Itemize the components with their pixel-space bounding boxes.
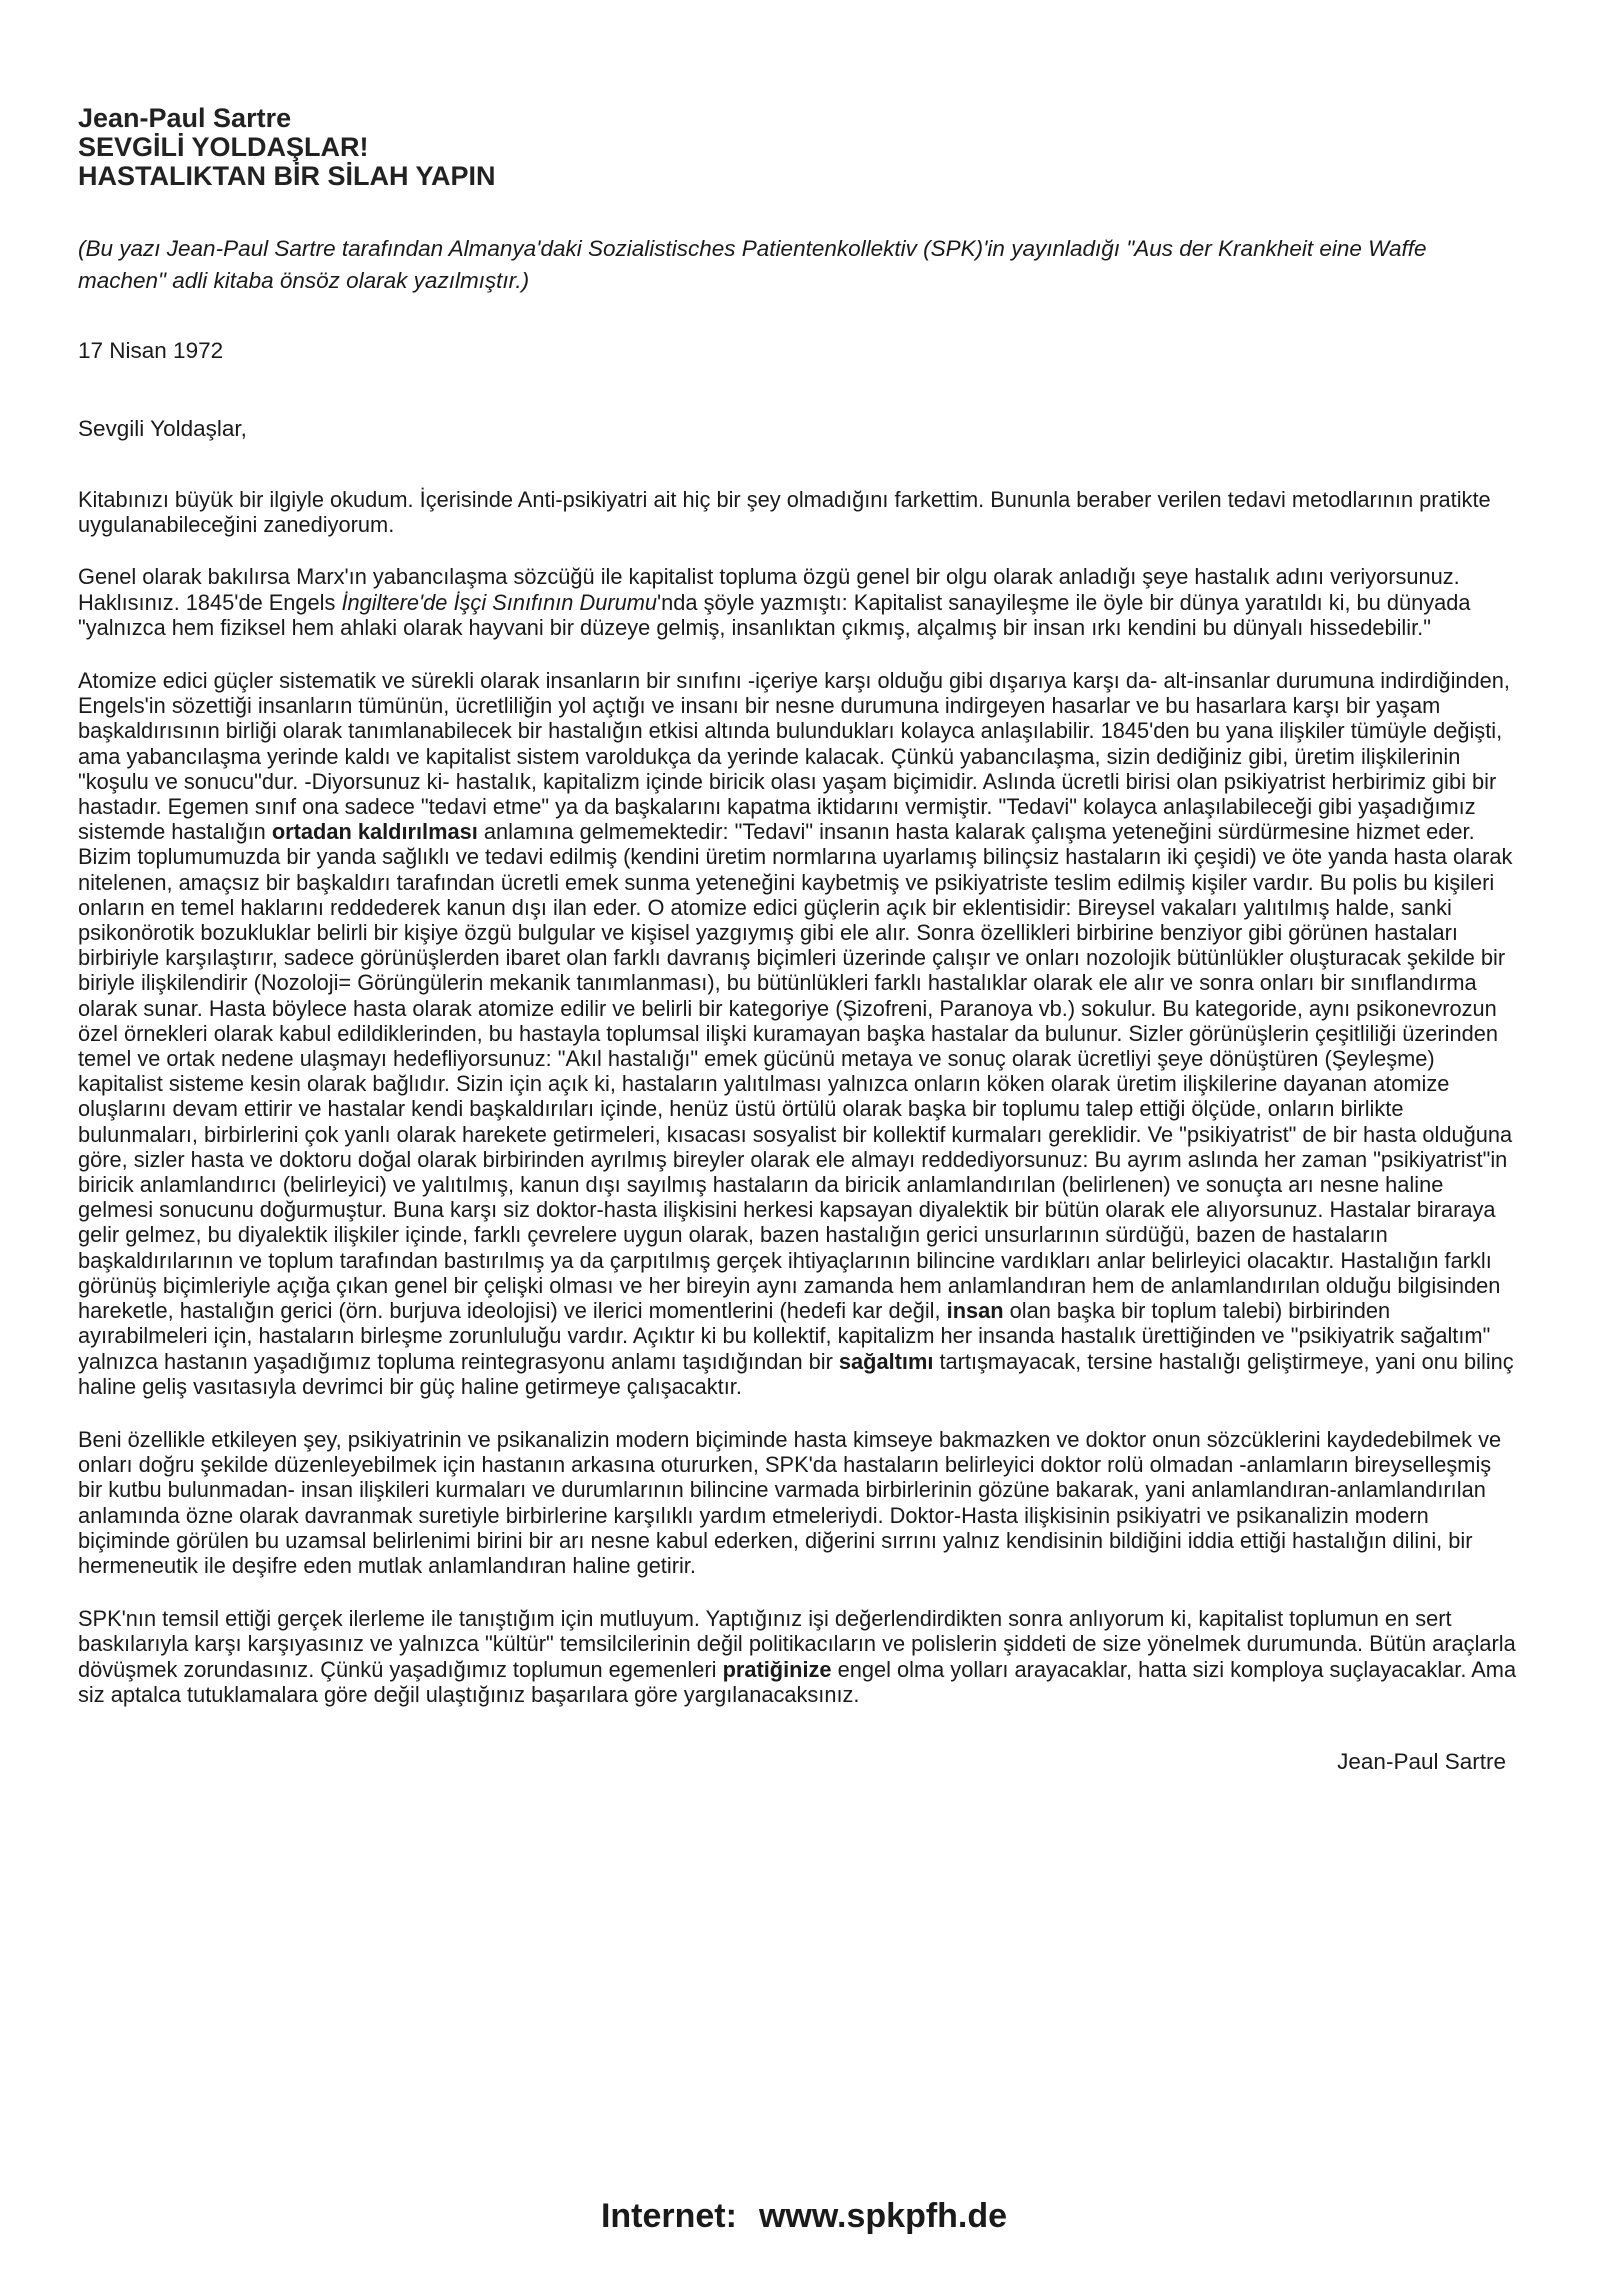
paragraph-3-text-c: olan başka bir toplum talebi) birbirinden ayırabilmeleri için, hastaların birleşme zorunluluğu vardır. Açıktır ki bu kollektif, kapitalizm her insanda hastalık ürettiğinden ve "psikiyatrik sağaltım" yalnızca hastanın yaşadığımız topluma reintegrasyonu anlamı taşıdığından bir [78, 1298, 1491, 1374]
footer [0, 2196, 1608, 2236]
book-title-italic: İngiltere'de İşçi Sınıfının Durumu [341, 589, 657, 615]
greeting-line: Sevgili Yoldaşlar, [78, 416, 247, 441]
paragraph-5-text-b: engel olma yolları arayacaklar, hatta sizi komploya suçlayacaklar. Ama siz aptalca tutuklamalara göre değil ulaştığınız başarılara göre yargılanacaksınız. [78, 1656, 1517, 1707]
paragraph-3-text-b: anlamına gelmemektedir: "Tedavi" insanın hasta kalarak çalışma yeteneğini sürdürmesine hizmet eder. Bizim toplumumuzda bir yanda sağlıklı ve tedavi edilmiş (kendini üretim normlarına uyarlamış bilinçsiz hastaların iki çeşidi) ve öte yanda hasta olarak nitelenen, amaçsız bir başkaldırı tarafından ücretli emek sunma yeteneğini kaybetmiş ve psikiyatriste teslim edilmiş kişiler vardır. Bu polis bu kişileri onların en temel haklarını reddederek kanun dışı ilan eder. O atomize edici güçlerin açık bir eklentisidir: Bireysel vakaları yalıtılmış halde, sanki psikonörotik bozukluklar belirli bir kişiye özgü bulgular ve kişisel yazgıymış gibi ele alır. Sonra özellikleri birbirine benziyor gibi görünen hastaları birbiriyle karşılaştırır, sadece görünüşlerden ibaret olan farklı davranış biçimleri üzerinde çalışır ve onları nozolojik bütünlükler oluşturacak şekilde bir biriyle ilişkilendirir (Nozoloji= Görüngülerin mekanik tanımlanması), bu bütünlükleri farklı hastalıklar olarak ele alır ve sonra onları bir sınıflandırma olarak sunar. Hasta böylece hasta olarak atomize edilir ve belirli bir kategoriye (Şizofreni, Paranoya vb.) sokulur. Bu kategoride, aynı psikonevrozun özel örnekleri olarak kabul edildiklerinden, bu hastayla toplumsal ilişki kuramayan başka hastalar da bulunur. Sizler görünüşlerin çeşitliliği üzerinden temel ve ortak nedene ulaşmayı hedefliyorsunuz: "Akıl hastalığı" emek gücünü metaya ve sonuç olarak ücretliyi şeye dönüştüren (Şeyleşme) kapitalist sisteme kesin olarak bağlıdır. Sizin için açık ki, hastaların yalıtılması yalnızca onların köken olarak üretim ilişkilerine dayanan atomize oluşlarını devam ettirir ve hastalar kendi başkaldırıları içinde, henüz üstü örtülü olarak başka bir toplumu talep ettiği ölçüde, onların birlikte bulunmaları, birbirlerini çok yanlı olarak harekete getirmeleri, kısacası sosyalist bir kollektif kurmaları gereklidir. Ve "psikiyatrist" de bir hasta olduğuna göre, sizler hasta ve doktoru doğal olarak birbirinden ayrılmış bireyler olarak ele almayı reddediyorsunuz: Bu ayrım aslında her zaman "psikiyatrist"in biricik anlamlandırıcı (belirleyici) ve yalıtılmış, kanun dışı sayılmış hastaların da biricik anlamlandırılan (belirlenen) ve sonuçta arı nesne haline gelmesi sonucunu doğurmuştur. Buna karşı siz doktor-hasta ilişkisini herkesi kapsayan diyalektik bir bütün olarak ele alıyorsunuz. Hastalar biraraya gelir gelmez, bu diyalektik ilişkiler içinde, farklı çevrelere uygun olarak, bazen hastalığın gerici unsurlarının sürdüğü, bazen de hastaların başkaldırılarının ve toplum tarafından bastırılmış ya da çarpıtılmış gerçek ihtiyaçlarının bilincine vardıkları anlar belirleyici olacaktır. Hastalığın farklı görünüş biçimleriyle açığa çıkan genel bir çelişki olması ve her bireyin aynı zamanda hem anlamlandıran hem de anlamlandırılan olduğu bilgisinden hareketle, hastalığın gerici (örn. burjuva ideolojisi) ve ilerici momentlerini (hedefi kar değil, [78, 819, 1513, 1324]
paragraph-3-text-d: tartışmayacak, tersine hastalığı geliştirmeye, yani onu bilinç haline geliş vasıtasıyla devrimci bir güç haline getirmeye çalışacaktır. [78, 1348, 1514, 1399]
emphasis-sagaltimi: sağaltımı [838, 1348, 934, 1374]
paragraph-4: Beni özellikle etkileyen şey, psikiyatrinin ve psikanalizin modern biçiminde hasta kimseye bakmazken ve doktor onun sözcüklerini kaydedebilmek ve onları doğru şekilde düzenleyebilmek için hastanın arkasına otururken, SPK'da hastaların belirleyici doktor rolü olmadan -anlamların bireyselleşmiş bir kutbu bulunmadan- insan ilişkileri kurmaları ve durumlarının bilincine varmada birbirlerinin gözüne bakarak, yani anlamlandıran-anlamlandırılan anlamında özne olarak davranmak suretiyle birbirlerine karşılıklı yardım etmeleriydi. Doktor-Hasta ilişkisinin psikiyatri ve psikanalizin modern biçiminde görülen bu uzamsal belirlenimi birini bir arı nesne kabul ederken, diğerini sırrını yalnız kendisinin bildiğini iddia ettiği hastalığın dilini, bir hermeneutik ile deşifre eden mutlak anlamlandıran haline getirir. [78, 1426, 1502, 1578]
paragraph-3-text-a: Atomize edici güçler sistematik ve sürekli olarak insanların bir sınıfını -içeriye karşı olduğu gibi dışarıya karşı da- alt-insanlar durumuna indirdiğinden, Engels'in sözettiği insanların tümünün, ücretliliğin yol açtığı ve insanı bir nesne durumuna indirgeyen hasarlar ve bu hasarlara karşı bir yaşam başkaldırısının birliği olarak tanımlanabilecek bir hastalığın etkisi altında bulundukları kolayca anlaşılabilir. 1845'den bu yana ilişkiler tümüyle değişti, ama yabancılaşma yerinde kaldı ve kapitalist sistem varoldukça da yerinde kalacak. Çünkü yabancılaşma, sizin dediğiniz gibi, üretim ilişkilerinin "koşulu ve sonucu"dur. -Diyorsunuz ki- hastalık, kapitalizm içinde biricik olası yaşam biçimidir. Aslında ücretli birisi olan psikiyatrist herbirimiz gibi bir hastadır. Egemen sınıf ona sadece "tedavi etme" ya da başkalarını kapatma iktidarını vermiştir. "Tedavi" kolayca anlaşılabileceği gibi yaşadığımız sistemde hastalığın [78, 668, 1510, 845]
paragraph-5-text-a: SPK'nın temsil ettiği gerçek ilerleme ile tanıştığım için mutluyum. Yaptığınız işi değerlendirdikten sonra anlıyorum ki, kapitalist toplumun en sert baskılarıyla karşı karşıyasınız ve yalnızca "kültür" temsilcilerinin değil politikacıların ve polislerin şiddeti de size yönelmek durumunda. Bütün araçlarla dövüşmek zorundasınız. Çünkü yaşadığımız toplumun egemenleri [78, 1606, 1516, 1682]
author-heading: Jean-Paul Sartre [78, 103, 292, 133]
signature: Jean-Paul Sartre [1337, 1748, 1506, 1774]
paragraph-2 [78, 564, 1518, 640]
salutation-heading: SEVGİLİ YOLDAŞLAR! [78, 132, 369, 162]
emphasis-ortadan-kaldirilmasi: ortadan kaldırılması [271, 819, 478, 845]
footer-label: Internet: [600, 2197, 737, 2235]
paragraph-2-text-b: 'nda şöyle yazmıştı: Kapitalist sanayileşme ile öyle bir dünya yaratıldı ki, bu dünyada "yalnızca hem fiziksel hem ahlaki olarak hayvani bir düzeye gelmiş, insanlıktan çıkmış, alçalmış bir insan ırkı kendini bu dünyalı hissedebilir." [78, 589, 1471, 640]
intro-note: (Bu yazı Jean-Paul Sartre tarafından Almanya'daki Sozialistisches Patientenkollektiv (SPK)'in yayınladığı "Aus der Krankheit eine Waffe machen" adli kitaba önsöz olarak yazılmıştır.) [78, 236, 1427, 293]
paragraph-2-text-a: Genel olarak bakılırsa Marx'ın yabancılaşma sözcüğü ile kapitalist topluma özgü genel bir olgu olarak anladığı şeye hastalık adını veriyorsunuz. Haklısınız. 1845'de Engels [78, 564, 1460, 615]
emphasis-insan: insan [946, 1298, 1004, 1324]
paragraph-1: Kitabınızı büyük bir ilgiyle okudum. İçerisinde Anti-psikiyatri ait hiç bir şey olmadığını farkettim. Bununla beraber verilen tedavi metodlarının pratikte uygulanabileceğini zanediyorum. [78, 487, 1491, 538]
paragraph-5 [78, 1606, 1518, 1707]
title-heading: HASTALIKTAN BİR SİLAH YAPIN [78, 161, 496, 191]
date-line: 17 Nisan 1972 [78, 338, 224, 363]
footer-url-link[interactable]: www.spkpfh.de [758, 2197, 1008, 2235]
paragraph-3 [78, 668, 1518, 1399]
emphasis-pratiginize: pratiğinize [722, 1656, 832, 1682]
